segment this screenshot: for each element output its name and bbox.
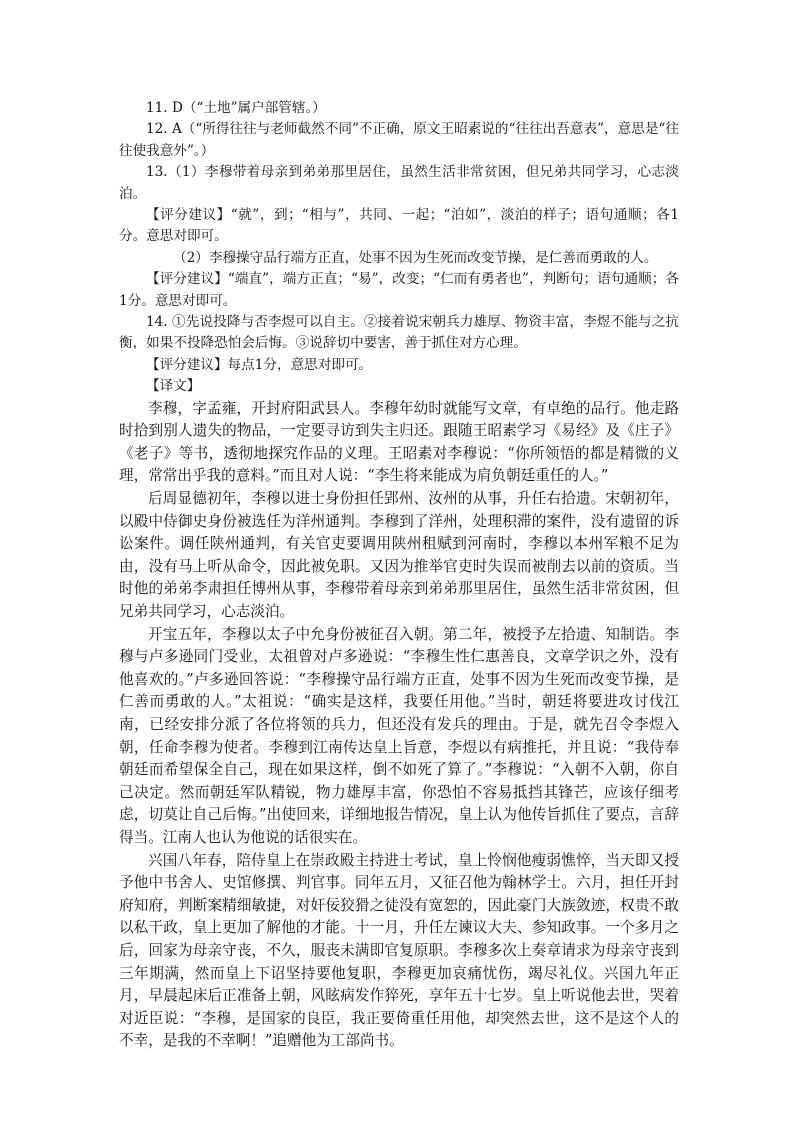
scoring-note-14: 【评分建议】每点1分，意思对即可。 [146, 356, 373, 373]
answer-section [119, 98, 679, 398]
translation-paragraph: 后周显德初年，李穆以进士身份担任郢州、汝州的从事，升任右拾遗。宋朝初年，以殿中侍御史身份被选任为洋州通判。李穆到了洋州，处理积滞的案件，没有遗留的诉讼案件。调任陕州通判，有关官吏要调用陕州租赋到河南时，李穆以本州军粮不足为由，没有马上听从命令，因此被免职。又因为推举官吏时失误而被削去以前的资质。当时他的弟弟李肃担任博州从事，李穆带着母亲到弟弟那里居住，虽然生活非常贫困，但兄弟共同学习，心志淡泊。 [119, 490, 679, 621]
answer-13-2: （2）李穆操守品行端方正直，处事不因为生死而改变节操，是仁善而勇敢的人。 [173, 249, 658, 266]
translation-paragraph: 兴国八年春，陪侍皇上在崇政殿主持进士考试，皇上怜悯他瘦弱憔悴，当天即又授予他中书舍人、史馆修撰、判官事。同年五月，又征召他为翰林学士。六月，担任开封府知府，判断案精细敏捷，对奸佞狡猾之徒没有宽恕的，因此豪门大族敛迹，权贵不敢以私干政，皇上更加了解他的才能。十一月，升任左谏议大夫、参知政事。一个多月之后，回家为母亲守丧，不久，服丧未满即官复原职。李穆多次上奏章请求为母亲守丧到三年期满，然而皇上下诏坚持要他复职，李穆更加哀痛忧伤，竭尽礼仪。兴国九年正月，早晨起床后正准备上朝，风眩病发作猝死，享年五十七岁。皇上听说他去世，哭着对近臣说：“李穆，是国家的良臣，我正要倚重任用他，却突然去世，这不是这个人的不幸，是我的不幸啊！”追赠他为工部尚书。 [119, 851, 679, 1050]
translation-heading: 【译文】 [146, 378, 201, 395]
scoring-note-13-1: 【评分建议】“就”，到；“相与”，共同、一起；“泊如”，淡泊的样子；语句通顺；各1分。意思对即可。 [119, 207, 679, 245]
translation-section [119, 398, 679, 1053]
translation-paragraph: 李穆，字孟雍，开封府阳武县人。李穆年幼时就能写文章，有卓绝的品行。他走路时拾到别人遗失的物品，一定要寻访到失主归还。跟随王昭素学习《易经》及《庄子》《老子》等书，透彻地探究作品的义理。王昭素对李穆说：“你所领悟的都是精微的义理，常常出乎我的意料。”而且对人说：“李生将来能成为肩负朝廷重任的人。” [119, 399, 679, 485]
answer-13-1: 13.（1）李穆带着母亲到弟弟那里居住，虽然生活非常贫困，但兄弟共同学习，心志淡泊。 [119, 164, 679, 202]
translation-paragraph: 开宝五年，李穆以太子中允身份被征召入朝。第二年，被授予左拾遗、知制诰。李穆与卢多逊同门受业，太祖曾对卢多逊说：“李穆生性仁惠善良，文章学识之外，没有他喜欢的。”卢多逊回答说：“李穆操守品行端方正直，处事不因为生死而改变节操，是仁善而勇敢的人。”太祖说：“确实是这样，我要任用他。”当时，朝廷将要进攻讨伐江南，已经安排分派了各位将领的兵力，但还没有发兵的理由。于是，就先召令李煜入朝，任命李穆为使者。李穆到江南传达皇上旨意，李煜以有病推托，并且说：“我侍奉朝廷而希望保全自己，现在如果这样，倒不如死了算了。”李穆说：“入朝不入朝，你自己决定。然而朝廷军队精锐，物力雄厚丰富，你恐怕不容易抵挡其锋芒，应该仔细考虑，切莫让自己后悔。”出使回来，详细地报告情况，皇上认为他传旨抓住了要点，言辞得当。江南人也认为他说的话很实在。 [119, 625, 679, 846]
answer-12: 12. A（“所得往往与老师截然不同”不正确，原文王昭素说的“往往出吾意表”，意思是“往往使我意外”。） [119, 121, 679, 159]
scoring-note-13-2: 【评分建议】“端直”，端方正直；“易”，改变；“仁而有勇者也”，判断句；语句通顺；各1分。意思对即可。 [119, 271, 679, 309]
answer-11: 11. D（“土地”属户部管辖。） [146, 100, 326, 116]
document-page [119, 98, 679, 1053]
answer-14: 14. ①先说投降与否李煜可以自主。②接着说宋朝兵力雄厚、物资丰富，李煜不能与之抗衡，如果不投降恐怕会后悔。③说辞切中要害，善于抓住对方心理。 [119, 314, 679, 352]
